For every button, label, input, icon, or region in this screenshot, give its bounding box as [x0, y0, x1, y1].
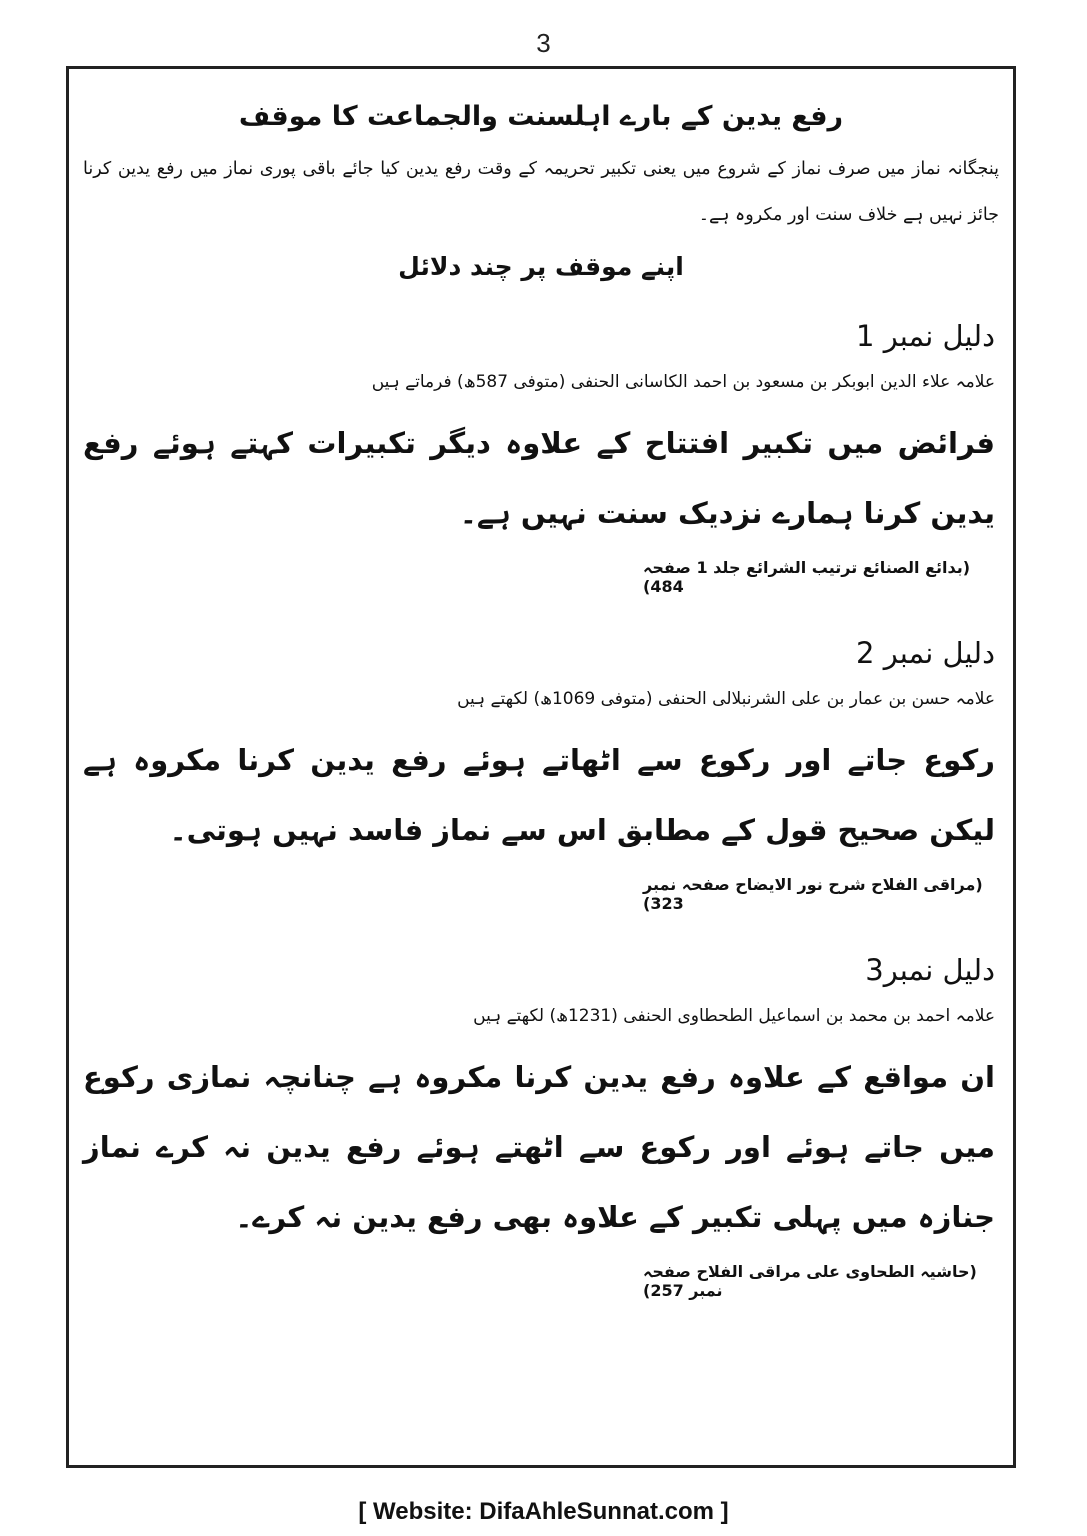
- page-frame: [66, 66, 1016, 1468]
- proof-block-2: [83, 636, 999, 913]
- proof-quote: ان مواقع کے علاوہ رفع یدین کرنا مکروہ ہے چنانچہ نمازی رکوع میں جاتے ہوئے اور رکوع سے اٹھتے ہوئے رفع یدین نہ کرے نماز جنازہ میں پہلی تکبیر کے علاوہ بھی رفع یدین نہ کرے۔: [83, 1060, 995, 1234]
- proof-heading: دلیل نمبر 1: [856, 319, 995, 353]
- proof-block-3: [83, 953, 999, 1300]
- proof-quote: فرائض میں تکبیر افتتاح کے علاوہ دیگر تکبیرات کہتے ہوئے رفع یدین کرنا ہمارے نزدیک سنت نہیں ہے۔: [83, 426, 995, 530]
- proof-reference-text: (حاشیہ الطحاوی علی مراقی الفلاح صفحہ نمبر 257): [643, 1262, 977, 1300]
- intro-paragraph: پنجگانہ نماز میں صرف نماز کے شروع میں یعنی تکبیر تحریمہ کے وقت رفع یدین کیا جائے باقی پوری نماز میں رفع یدین کرنا جائز نہیں ہے خلاف سنت اور مکروہ ہے۔: [83, 159, 999, 225]
- proof-quote: رکوع جاتے اور رکوع سے اٹھاتے ہوئے رفع یدین کرنا مکروہ ہے لیکن صحیح قول کے مطابق اس سے نماز فاسد نہیں ہوتی۔: [83, 743, 995, 847]
- proof-heading: دلیل نمبر3: [865, 953, 995, 987]
- website-footer: [ Website: DifaAhleSunnat.com ]: [358, 1498, 729, 1525]
- proof-reference: [83, 875, 999, 913]
- page-number: 3: [536, 28, 551, 58]
- page-title: رفع یدین کے بارے اہلسنت والجماعت کا موقف: [238, 101, 844, 132]
- section-subtitle: اپنے موقف پر چند دلائل: [398, 252, 684, 281]
- proof-reference-text: (بدائع الصنائع ترتیب الشرائع جلد 1 صفحہ 484): [643, 558, 971, 596]
- proof-reference: [83, 558, 999, 596]
- proof-author: علامہ حسن بن عمار بن علی الشرنبلالی الحنفی (متوفی 1069ھ) لکھتے ہیں: [457, 689, 995, 709]
- proof-reference: [83, 1262, 999, 1300]
- proof-heading: دلیل نمبر 2: [856, 636, 995, 670]
- page-content: [83, 93, 999, 1455]
- proof-author: علامہ علاء الدین ابوبکر بن مسعود بن احمد الکاسانی الحنفی (متوفی 587ھ) فرماتے ہیں: [371, 372, 995, 392]
- proof-reference-text: (مراقی الفلاح شرح نور الایضاح صفحہ نمبر 323): [643, 875, 983, 913]
- proof-block-1: [83, 319, 999, 596]
- proof-author: علامہ احمد بن محمد بن اسماعیل الطحطاوی الحنفی (1231ھ) لکھتے ہیں: [473, 1006, 995, 1026]
